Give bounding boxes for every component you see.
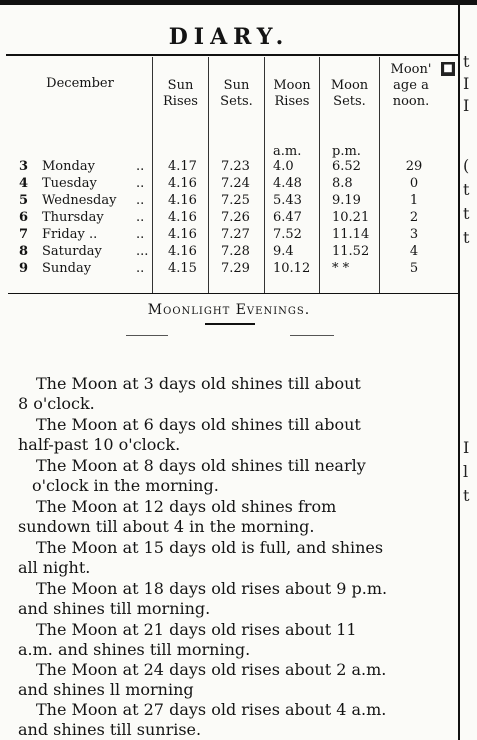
cell-moon-age: 29: [405, 159, 423, 174]
cell-sun-rises: 4.16: [168, 244, 197, 259]
moonlight-paragraph: [18, 700, 456, 740]
header-sun-rises-line2: Rises: [163, 94, 198, 109]
top-border: [0, 0, 477, 5]
cell-sun-rises: 4.17: [168, 159, 197, 174]
cell-leader: ..: [136, 261, 145, 276]
header-moon-rises-line1: Moon: [273, 78, 311, 93]
cell-date: 6: [19, 210, 29, 225]
cell-sun-sets: 7.27: [221, 227, 250, 242]
cell-sun-sets: 7.24: [221, 176, 250, 191]
moonlight-heading: Moonlight Evenings.: [147, 302, 311, 318]
cell-day: Wednesday: [42, 193, 117, 208]
paragraph-line: The Moon at 21 days old rises about 11: [36, 620, 357, 639]
moonlight-paragraph: [18, 538, 456, 578]
next-column-fragment: I: [463, 74, 470, 93]
next-column-fragment: t: [463, 228, 470, 247]
cell-date: 4: [19, 176, 29, 191]
header-month: [20, 76, 140, 92]
cell-moon-sets: 8.8: [332, 176, 353, 191]
cell-moon-rises: 10.12: [273, 261, 311, 276]
cell-moon-rises: 4.0: [273, 159, 294, 174]
next-column-fragment: I: [463, 96, 470, 115]
paragraph-line: half-past 10 o'clock.: [18, 435, 181, 454]
paragraph-line: The Moon at 3 days old shines till about: [36, 374, 361, 393]
cell-moon-rises: 6.47: [273, 210, 302, 225]
cell-leader: ..: [136, 176, 145, 191]
header-month-label: December: [46, 76, 114, 91]
next-column-fragment: (: [463, 156, 470, 175]
cell-day: Saturday: [42, 244, 102, 259]
paragraph-line: sundown till about 4 in the morning.: [18, 517, 315, 536]
cell-sun-rises: 4.16: [168, 210, 197, 225]
cell-moon-age: 0: [409, 176, 419, 191]
moonlight-paragraph: [18, 620, 456, 660]
cell-moon-rises: 7.52: [273, 227, 302, 242]
cell-sun-rises: 4.16: [168, 176, 197, 191]
diary-title: DIARY.: [168, 24, 290, 50]
cell-sun-sets: 7.23: [221, 159, 250, 174]
next-column-fragment: t: [463, 486, 470, 505]
paragraph-line: The Moon at 24 days old rises about 2 a.m.: [36, 660, 387, 679]
heading-underline-right: [290, 335, 334, 336]
paragraph-line: The Moon at 6 days old shines till about: [36, 415, 361, 434]
moonlight-paragraph: [18, 579, 456, 619]
cell-moon-sets: 11.52: [332, 244, 370, 259]
cell-leader: ..: [136, 227, 145, 242]
cell-moon-age: 3: [409, 227, 419, 242]
header-moon-rises: [265, 78, 319, 110]
cell-moon-age: 1: [409, 193, 419, 208]
header-moon-age-line1: Moon': [390, 62, 432, 77]
table-row: [0, 261, 458, 276]
paragraph-line: and shines till morning.: [18, 599, 211, 618]
table-row: [0, 210, 458, 225]
cell-sun-sets: 7.28: [221, 244, 250, 259]
moonlight-paragraph: [18, 374, 456, 414]
next-column-fragment: I: [463, 438, 470, 457]
paragraph-line: The Moon at 8 days old shines till nearly: [36, 456, 366, 475]
cell-date: 8: [19, 244, 29, 259]
moonlight-paragraph: [18, 497, 456, 537]
cell-moon-age: 4: [409, 244, 419, 259]
paragraph-line: and shines till sunrise.: [18, 720, 202, 739]
paragraph-line: o'clock in the morning.: [32, 476, 219, 495]
cell-day: Tuesday: [42, 176, 97, 191]
header-moon-sets-line2: Sets.: [333, 94, 366, 109]
next-column-fragment: l: [463, 462, 469, 481]
paragraph-line: all night.: [18, 558, 91, 577]
header-moon-age-line3: noon.: [392, 94, 430, 109]
cell-sun-rises: 4.16: [168, 227, 197, 242]
header-moon-rises-line2: Rises: [274, 94, 310, 109]
next-column-fragment: t: [463, 180, 470, 199]
cell-leader: ..: [136, 210, 145, 225]
paragraph-line: The Moon at 12 days old shines from: [36, 497, 337, 516]
cell-date: 7: [19, 227, 29, 242]
header-sun-sets-line2: Sets.: [220, 94, 253, 109]
cell-moon-sets: 6.52: [332, 159, 361, 174]
cell-moon-rises: 5.43: [273, 193, 302, 208]
next-column-fragment: t: [463, 52, 470, 71]
subheader-am: a.m.: [273, 144, 302, 159]
cell-sun-sets: 7.25: [221, 193, 250, 208]
header-moon-sets: [320, 78, 379, 110]
header-moon-sets-line1: Moon: [330, 78, 369, 93]
table-row: [0, 244, 458, 259]
table-row: [0, 227, 458, 242]
cell-day: Sunday: [42, 261, 92, 276]
header-moon-age: [380, 62, 442, 110]
cell-date: 5: [19, 193, 29, 208]
subheader-pm: p.m.: [332, 144, 361, 159]
cell-moon-sets: 9.19: [332, 193, 361, 208]
table-row: [0, 176, 458, 191]
paragraph-line: 8 o'clock.: [18, 394, 95, 413]
heading-underline: [205, 323, 255, 325]
table-row: [0, 159, 458, 174]
cell-moon-sets: * *: [332, 261, 350, 276]
cell-day: Monday: [42, 159, 95, 174]
moonlight-paragraph: [18, 660, 456, 700]
table-bottom-rule: [8, 293, 458, 294]
next-column-fragment: t: [463, 204, 470, 223]
header-moon-age-line2: age a: [393, 78, 429, 93]
cell-moon-rises: 9.4: [273, 244, 294, 259]
cell-leader: ..: [136, 193, 145, 208]
cell-date: 3: [19, 159, 29, 174]
paragraph-line: The Moon at 15 days old is full, and shines: [36, 538, 384, 557]
header-sun-sets-line1: Sun: [223, 78, 250, 93]
cell-sun-rises: 4.15: [168, 261, 197, 276]
paragraph-line: The Moon at 27 days old rises about 4 a.m.: [36, 700, 387, 719]
paragraph-line: a.m. and shines till morning.: [18, 640, 251, 659]
cell-moon-rises: 4.48: [273, 176, 302, 191]
cell-date: 9: [19, 261, 29, 276]
title-rule: [6, 54, 458, 56]
cell-day: Thursday: [42, 210, 104, 225]
cell-leader: ..: [136, 159, 145, 174]
printer-mark-icon: ■: [441, 62, 455, 76]
paragraph-line: The Moon at 18 days old rises about 9 p.m.: [36, 579, 388, 598]
cell-moon-age: 2: [409, 210, 419, 225]
cell-day: Friday ..: [42, 227, 98, 242]
cell-sun-sets: 7.26: [221, 210, 250, 225]
cell-leader: ...: [136, 244, 149, 259]
column-divider: [458, 5, 460, 740]
header-sun-sets: [209, 78, 264, 110]
heading-underline-left: [126, 335, 168, 336]
table-row: [0, 193, 458, 208]
moonlight-paragraph: [18, 415, 456, 455]
cell-sun-sets: 7.29: [221, 261, 250, 276]
header-sun-rises: [153, 78, 208, 110]
moonlight-paragraph: [18, 456, 456, 496]
paragraph-line: and shines ll morning: [18, 680, 194, 699]
cell-moon-sets: 10.21: [332, 210, 370, 225]
cell-moon-sets: 11.14: [332, 227, 370, 242]
header-sun-rises-line1: Sun: [167, 78, 194, 93]
cell-moon-age: 5: [409, 261, 419, 276]
cell-sun-rises: 4.16: [168, 193, 197, 208]
